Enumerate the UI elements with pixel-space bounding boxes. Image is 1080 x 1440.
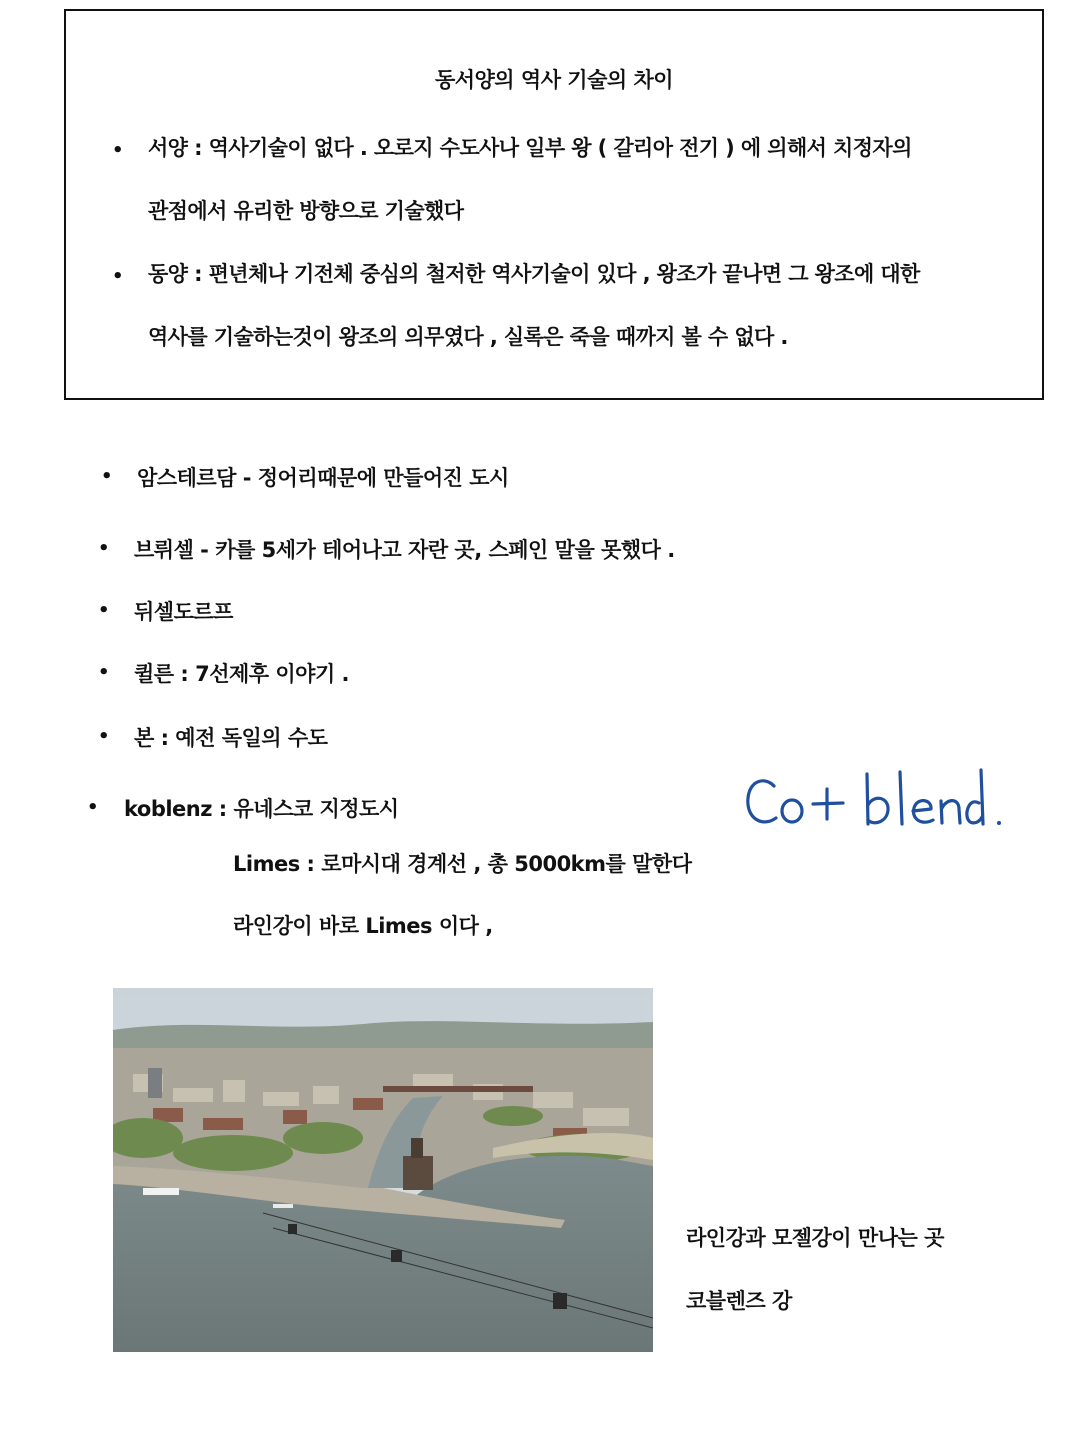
list-item-koblenz: koblenz : 유네스코 지정도시 xyxy=(124,797,399,821)
east-line-1: 동양 : 편년체나 기전체 중심의 철저한 역사기술이 있다 , 왕조가 끝나면 그 왕조에 대한 xyxy=(148,262,920,286)
list-item-cologne: 퀼른 : 7선제후 이야기 . xyxy=(134,662,350,686)
bullet-dot: • xyxy=(98,726,110,747)
history-comparison-box xyxy=(64,9,1044,400)
bullet-dot: • xyxy=(98,662,110,683)
list-item-dusseldorf: 뒤셀도르프 xyxy=(134,600,233,624)
bullet-dot: • xyxy=(112,266,124,287)
bullet-dot: • xyxy=(98,538,110,559)
handwritten-note xyxy=(742,762,1012,838)
bullet-dot: • xyxy=(87,797,99,818)
west-line-2: 관점에서 유리한 방향으로 기술했다 xyxy=(148,199,464,223)
limes-note: Limes : 로마시대 경계선 , 총 5000km를 말한다 xyxy=(233,852,692,876)
east-line-2: 역사를 기술하는것이 왕조의 의무였다 , 실록은 죽을 때까지 볼 수 없다 . xyxy=(148,325,788,349)
bullet-dot: • xyxy=(112,140,124,161)
box-title: 동서양의 역사 기술의 차이 xyxy=(434,68,674,92)
bullet-dot: • xyxy=(98,600,110,621)
list-item-brussels: 브뤼셀 - 카를 5세가 테어나고 자란 곳, 스페인 말을 못했다 . xyxy=(134,538,675,562)
photo-caption-line1: 라인강과 모젤강이 만나는 곳 xyxy=(686,1226,944,1250)
list-item-bonn: 본 : 예전 독일의 수도 xyxy=(134,726,328,750)
bullet-dot: • xyxy=(101,466,113,487)
west-line-1: 서양 : 역사기술이 없다 . 오로지 수도사나 일부 왕 ( 갈리아 전기 ) 에 의해서 치정자의 xyxy=(148,136,912,160)
rhine-note: 라인강이 바로 Limes 이다 , xyxy=(233,914,493,938)
photo-caption-line2: 코블렌즈 강 xyxy=(686,1289,792,1313)
list-item-amsterdam: 암스테르담 - 정어리때문에 만들어진 도시 xyxy=(137,466,509,490)
koblenz-confluence-photo xyxy=(113,988,653,1352)
